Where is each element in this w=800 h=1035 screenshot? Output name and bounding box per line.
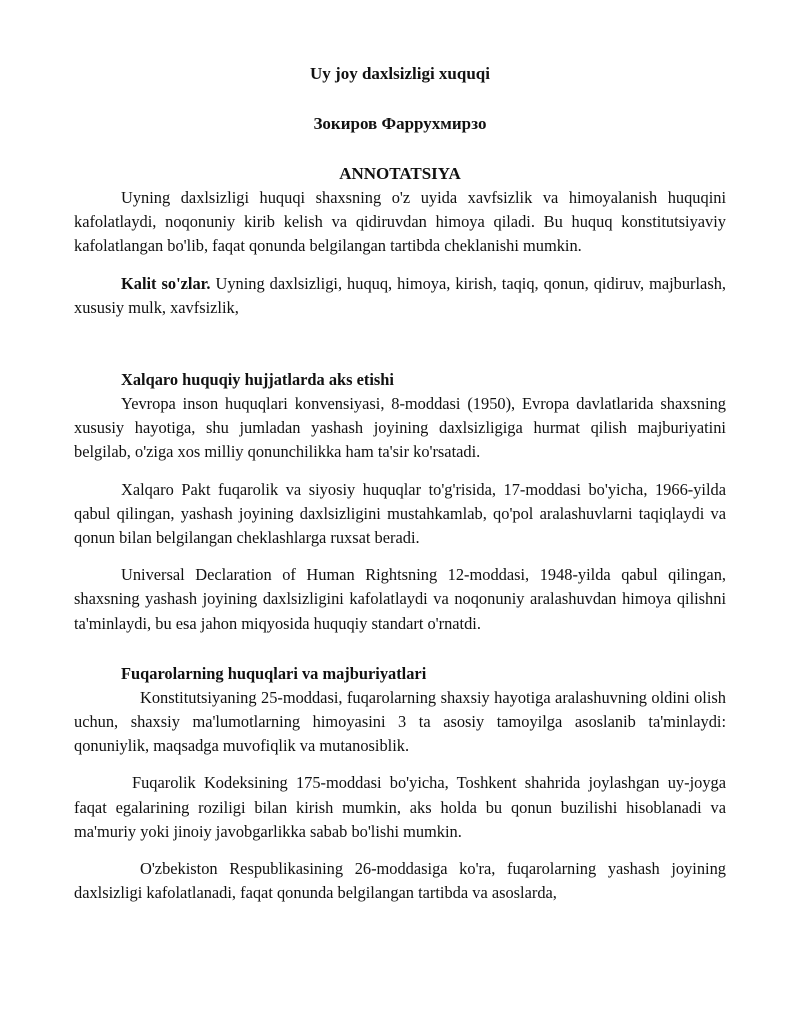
- section-paragraph: O'zbekiston Respublikasining 26-moddasiga ko'ra, fuqarolarning yashash joyining daxlsizligi kafolatlanadi, faqat qonunda belgilangan tartibda va asoslarda,: [74, 859, 726, 903]
- annotation-heading: ANNOTATSIYA: [339, 164, 461, 183]
- section-paragraph: Konstitutsiyaning 25-moddasi, fuqarolarning shaxsiy hayotiga aralashuvning oldini olish uchun, shaxsiy ma'lumotlarning himoyasini 3 ta asosiy tamoyilga asoslanib ta'minlaydi: qonuniylik, maqsadga muvofiqlik va mutanosiblik.: [74, 687, 726, 756]
- document-title: Uy joy daxlsizligi xuquqi: [310, 64, 490, 83]
- section-heading-international: Xalqaro huquqiy hujjatlarda aks etishi: [121, 370, 394, 390]
- keywords-label: Kalit so'zlar.: [121, 273, 211, 293]
- author-name: Зокиров Фаррухмирзо: [313, 114, 487, 133]
- section-paragraph: Xalqaro Pakt fuqarolik va siyosiy huquqlar to'g'risida, 17-moddasi bo'yicha, 1966-yilda qabul qilingan, yashash joyining daxlsizligini mustahkamlab, qo'pol aralashuvlarni taqiqlaydi va qonun bilan belgilangan cheklashlarga ruxsat beradi.: [74, 479, 726, 548]
- keywords-text: Uyning daxlsizligi, huquq, himoya, kirish, taqiq, qonun, qidiruv, majburlash, xususiy mulk, xavfsizlik,: [74, 273, 726, 317]
- section-paragraph: Universal Declaration of Human Rightsning 12-moddasi, 1948-yilda qabul qilingan, shaxsning yashash joyining daxlsizligini kafolatlaydi va noqonuniy aralashuvdan himoya qilishni ta'minlaydi, bu esa jahon miqyosida huquqiy standart o'rnatdi.: [74, 565, 726, 633]
- document-page: [74, 62, 726, 905]
- annotation-text: Uyning daxlsizligi huquqi shaxsning o'z uyida xavfsizlik va himoyalanish huquqini kafolatlaydi, noqonuniy kirib kelish va qidiruvdan himoya qiladi. Bu huquq konstitutsiyaviy kafolatlangan bo'lib, faqat qonunda belgilangan tartibda cheklanishi mumkin.: [74, 188, 726, 256]
- section-paragraph: Yevropa inson huquqlari konvensiyasi, 8-moddasi (1950), Evropa davlatlarida shaxsning xususiy hayotiga, shu jumladan yashash joyining daxlsizligiga hurmat qilish majburiyatini belgilab, o'ziga xos milliy qonunchilikka ham ta'sir ko'rsatadi.: [74, 394, 726, 462]
- section-paragraph: Fuqarolik Kodeksining 175-moddasi bo'yicha, Toshkent shahrida joylashgan uy-joyga faqat egalarining roziligi bilan kirish mumkin, aks holda bu qonun buzilishi hisoblanadi va ma'muriy yoki jinoiy javobgarlikka sabab bo'lishi mumkin.: [74, 773, 726, 841]
- keywords-paragraph: [74, 272, 726, 320]
- section-heading-citizens-rights: Fuqarolarning huquqlari va majburiyatlari: [121, 663, 427, 683]
